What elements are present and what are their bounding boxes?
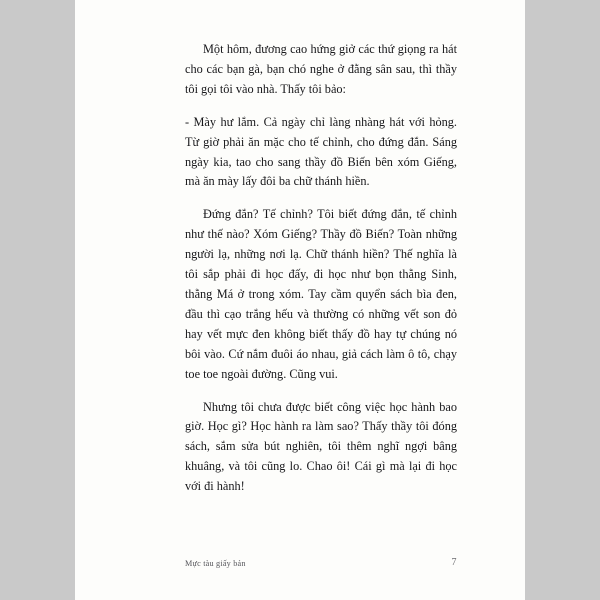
running-title: Mực tàu giấy bản [185,559,246,568]
paragraph-4: Nhưng tôi chưa được biết công việc học hành bao giờ. Học gì? Học hành ra làm sao? Thấy thầy tôi đóng sách, sắm sửa bút nghiên, tôi thêm nghĩ ngợi bâng khuâng, và tôi cũng lo. Chao ôi! Cái gì mà lại đi học với đi hành! [185,399,457,494]
paragraph-2: - Mày hư lắm. Cả ngày chỉ làng nhàng hát với hỏng. Từ giờ phải ăn mặc cho tế chỉnh, cho đứng đắn. Sáng ngày kia, tao cho sang thầy đồ Biến bên xóm Giếng, mà ăn mày lấy đôi ba chữ thánh hiền. [185,114,457,189]
book-page [75,0,525,600]
page-number: 7 [451,557,457,568]
page-text-column [185,40,457,510]
paragraph-3: Đứng đắn? Tế chỉnh? Tôi biết đứng đắn, tế chỉnh như thế nào? Xóm Giếng? Thầy đồ Biến? Toàn những người lạ, những nơi lạ. Chữ thánh hiền? Thế nghĩa là tôi sắp phải đi học đấy, đi học như bọn thằng Sinh, thằng Má ở trong xóm. Tay cầm quyển sách bìa đen, đầu thì cạo trắng hếu và thường có những vết son đỏ hay vết mực đen không biết thấy đồ hay tự chúng nó bôi vào. Cứ nắm đuôi áo nhau, giả cách làm ô tô, chạy toe toe ngoài đường. Cũng vui. [185,207,457,381]
paragraph-1: Một hôm, đương cao hứng giở các thứ giọng ra hát cho các bạn gà, bạn chó nghe ở đằng sân sau, thì thầy tôi gọi tôi vào nhà. Thấy tôi bảo: [185,42,457,96]
page-footer [185,557,457,568]
